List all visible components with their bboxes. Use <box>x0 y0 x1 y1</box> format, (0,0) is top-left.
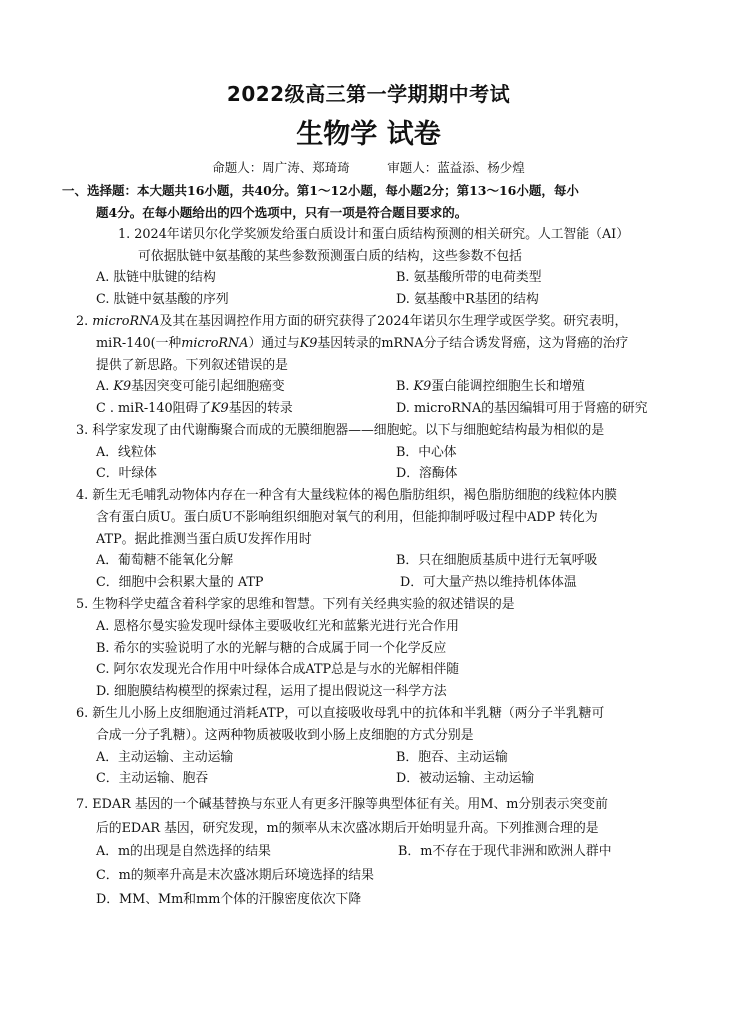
q7-option-c: C．m的频率升高是末次盛冰期后环境选择的结果 <box>96 868 374 883</box>
q1-option-d: D. 氨基酸中R基团的结构 <box>396 292 539 307</box>
q4-stem-line3: ATP。据此推测当蛋白质U发挥作用时 <box>96 532 312 547</box>
q4-option-d: D．可大量产热以维持机体体温 <box>400 575 577 590</box>
q3-option-b: B．中心体 <box>396 445 457 460</box>
q6-stem-line1: 6. 新生儿小肠上皮细胞通过消耗ATP，可以直接吸收母乳中的抗体和半乳糖（两分子半乳糖可 <box>76 706 605 721</box>
section-heading-line2: 题4分。在每小题给出的四个选项中，只有一项是符合题目要求的。 <box>96 205 468 220</box>
q2-stem-line3: 提供了新思路。下列叙述错误的是 <box>96 358 288 373</box>
q1-stem-line1: 1. 2024年诺贝尔化学奖颁发给蛋白质设计和蛋白质结构预测的相关研究。人工智能（AI） <box>118 227 630 242</box>
q2-option-a: A. K9基因突变可能引起细胞癌变 <box>96 379 285 394</box>
q1-option-b: B. 氨基酸所带的电荷类型 <box>396 270 542 285</box>
q6-option-a: A．主动运输、主动运输 <box>96 750 234 765</box>
q2-option-d: D. microRNA的基因编辑可用于肾癌的研究 <box>396 401 648 416</box>
q3-option-d: D．溶酶体 <box>396 466 458 481</box>
q2-option-b: B. K9蛋白能调控细胞生长和增殖 <box>396 379 585 394</box>
q1-stem-line2: 可依据肽链中氨基酸的某些参数预测蛋白质的结构，这些参数不包括 <box>138 249 522 264</box>
q4-stem-line1: 4. 新生无毛哺乳动物体内存在一种含有大量线粒体的褐色脂肪组织，褐色脂肪细胞的线粒体内膜 <box>76 488 617 503</box>
q3-stem-line1: 3. 科学家发现了由代谢酶聚合而成的无膜细胞器——细胞蛇。以下与细胞蛇结构最为相似的是 <box>76 423 605 438</box>
authors-line: 命题人：周广涛、郑琦琦 审题人：蓝益添、杨少煌 <box>212 160 525 175</box>
section-heading-line1: 一、选择题：本大题共16小题，共40分。第1～12小题，每小题2分；第13～16小题，每小 <box>62 183 579 198</box>
q5-option-a: A. 恩格尔曼实验发现叶绿体主要吸收红光和蓝紫光进行光合作用 <box>96 619 459 634</box>
q4-stem-line2: 含有蛋白质U。蛋白质U不影响组织细胞对氧气的利用，但能抑制呼吸过程中ADP 转化为 <box>96 510 598 525</box>
q5-option-c: C. 阿尔农发现光合作用中叶绿体合成ATP总是与水的光解相伴随 <box>96 662 460 677</box>
q7-stem-line1: 7. EDAR 基因的一个碱基替换与东亚人有更多汗腺等典型体征有关。用M、m分别表示突变前 <box>76 797 608 812</box>
q2-stem-line1: 2. microRNA及其在基因调控作用方面的研究获得了2024年诺贝尔生理学或医学奖。研究表明， <box>76 314 628 329</box>
q6-stem-line2: 合成一分子乳糖）。这两种物质被吸收到小肠上皮细胞的方式分别是 <box>96 728 474 743</box>
q7-option-d: D．MM、Mm和mm个体的汗腺密度依次下降 <box>96 892 362 907</box>
q2-stem-line2: miR-140(一种microRNA）通过与K9基因转录的mRNA分子结合诱发肾癌，这为肾癌的治疗 <box>96 336 629 351</box>
q3-option-c: C．叶绿体 <box>96 466 157 481</box>
q7-option-b: B．m不存在于现代非洲和欧洲人群中 <box>398 844 612 859</box>
q3-option-a: A．线粒体 <box>96 445 157 460</box>
q5-option-b: B. 希尔的实验说明了水的光解与糖的合成属于同一个化学反应 <box>96 641 447 656</box>
q6-option-b: B．胞吞、主动运输 <box>396 750 508 765</box>
q1-option-a: A. 肽链中肽键的结构 <box>96 270 216 285</box>
q1-option-c: C. 肽链中氨基酸的序列 <box>96 292 229 307</box>
q2-option-c: C . miR-140阻碍了K9基因的转录 <box>96 401 293 416</box>
q4-option-b: B．只在细胞质基质中进行无氧呼吸 <box>396 553 598 568</box>
q5-stem-line1: 5. 生物科学史蕴含着科学家的思维和智慧。下列有关经典实验的叙述错误的是 <box>76 597 515 612</box>
q6-option-c: C．主动运输、胞吞 <box>96 771 209 786</box>
section-heading <box>62 180 672 224</box>
exam-title: 2022级高三第一学期期中考试 <box>226 82 511 106</box>
subject-title: 生物学 试卷 <box>296 119 441 150</box>
q4-option-a: A．葡萄糖不能氧化分解 <box>96 553 234 568</box>
q7-option-a: A．m的出现是自然选择的结果 <box>96 844 271 859</box>
q6-option-d: D．被动运输、主动运输 <box>396 771 535 786</box>
q5-option-d: D. 细胞膜结构模型的探索过程，运用了提出假说这一科学方法 <box>96 684 447 699</box>
q4-option-c: C．细胞中会积累大量的 ATP <box>96 575 264 590</box>
q7-stem-line2: 后的EDAR 基因，研究发现，m的频率从末次盛冰期后开始明显升高。下列推测合理的是 <box>96 821 599 836</box>
